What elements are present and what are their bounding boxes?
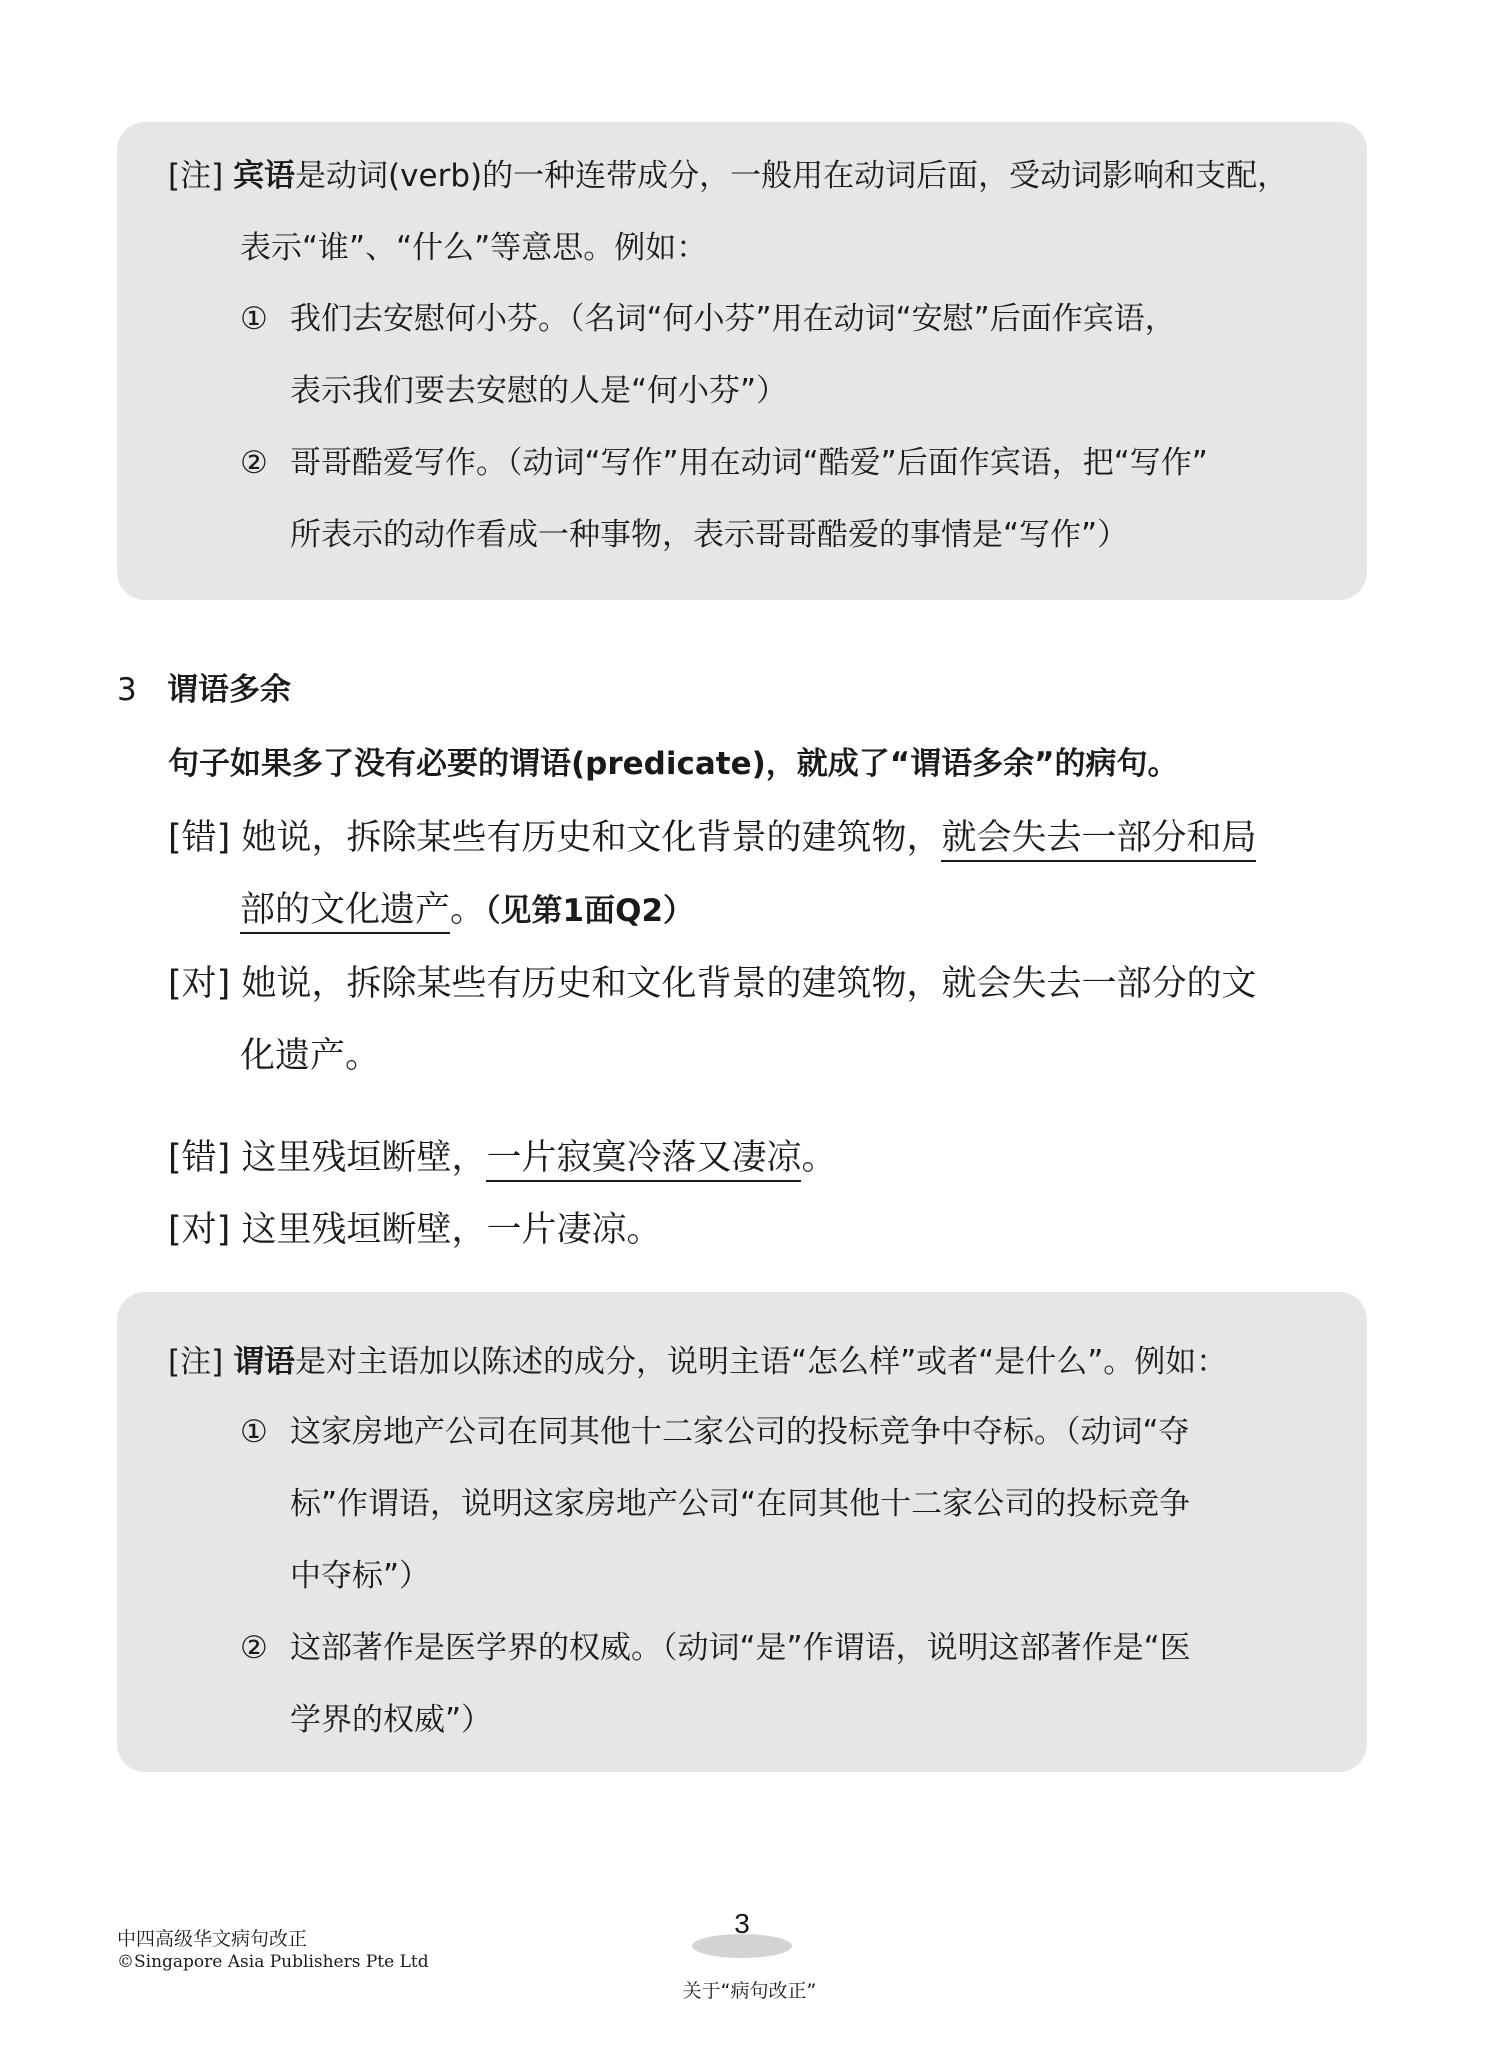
underlined-error: 一片寂寞冷落又凄凉	[486, 1138, 801, 1182]
note2-line1	[168, 1336, 1227, 1381]
right-tag: [对]	[168, 1210, 231, 1250]
note-text: 是动词(verb)的一种连带成分，一般用在动词后面，受动词影响和支配，	[295, 158, 1289, 194]
note1-line1	[168, 150, 1288, 195]
note2-example1-line3: 中夺标”）	[290, 1558, 431, 1594]
note1-line2: 表示“谁”、“什么”等意思。例如：	[240, 230, 708, 266]
note2-example1-line2: 标”作谓语，说明这家房地产公司“在同其他十二家公司的投标竞争	[290, 1486, 1191, 1522]
underlined-error: 就会失去一部分和局	[941, 818, 1256, 862]
wrong-tag: [错]	[168, 818, 231, 858]
example-marker: ①	[240, 1414, 268, 1450]
note-term: 宾语	[233, 158, 296, 194]
example-marker: ②	[240, 445, 268, 481]
example-marker: ②	[240, 1630, 268, 1666]
right-sentence-2: [对] 这里残垣断壁，一片凄凉。	[168, 1210, 662, 1250]
note1-example1-line2: 表示我们要去安慰的人是“何小芬”）	[290, 373, 788, 409]
right-sentence-1-line1: [对] 她说，拆除某些有历史和文化背景的建筑物，就会失去一部分的文	[168, 964, 1257, 1004]
underlined-error: 部的文化遗产	[240, 890, 450, 934]
wrong-sentence-2: [错] 这里残垣断壁，一片寂寞冷落又凄凉。	[168, 1130, 837, 1180]
note2-example1-line1: ① 这家房地产公司在同其他十二家公司的投标竞争中夺标。（动词“夺	[240, 1414, 1190, 1450]
footer-copyright: ©Singapore Asia Publishers Pte Ltd	[117, 1952, 429, 1972]
note1-example2-line2: 所表示的动作看成一种事物，表示哥哥酷爱的事情是“写作”）	[290, 517, 1129, 553]
wrong-tag: [错]	[168, 1138, 231, 1178]
section-intro: 句子如果多了没有必要的谓语(predicate)，就成了“谓语多余”的病句。	[168, 746, 1179, 782]
note2-example2-line2: 学界的权威”）	[290, 1702, 493, 1738]
section-title: 谓语多余	[167, 672, 291, 708]
note1-example2-line1: ② 哥哥酷爱写作。（动词“写作”用在动词“酷爱”后面作宾语，把“写作”	[240, 445, 1208, 481]
section-heading	[117, 664, 291, 709]
note2-example2-line1: ② 这部著作是医学界的权威。（动词“是”作谓语，说明这部著作是“医	[240, 1630, 1191, 1666]
wrong-sentence-1-line2: 部的文化遗产。（见第1面Q2）	[240, 882, 694, 932]
note-text: 是对主语加以陈述的成分，说明主语“怎么样”或者“是什么”。例如：	[295, 1344, 1228, 1380]
right-tag: [对]	[168, 964, 231, 1004]
note-tag: [注]	[168, 158, 224, 194]
page-number: 3	[734, 1908, 750, 1939]
footer-section-label: 关于“病句改正”	[682, 1980, 817, 2002]
reference-note: （见第1面Q2）	[485, 893, 695, 929]
note-tag: [注]	[168, 1344, 224, 1380]
example-marker: ①	[240, 301, 268, 337]
note-term: 谓语	[233, 1344, 296, 1380]
footer-book-title: 中四高级华文病句改正	[117, 1928, 308, 1950]
wrong-sentence-1-line1: [错] 她说，拆除某些有历史和文化背景的建筑物，就会失去一部分和局	[168, 810, 1256, 860]
section-number: 3	[117, 672, 137, 708]
note1-example1-line1: ① 我们去安慰何小芬。（名词“何小芬”用在动词“安慰”后面作宾语，	[240, 301, 1176, 337]
right-sentence-1-line2: 化遗产。	[240, 1036, 381, 1076]
